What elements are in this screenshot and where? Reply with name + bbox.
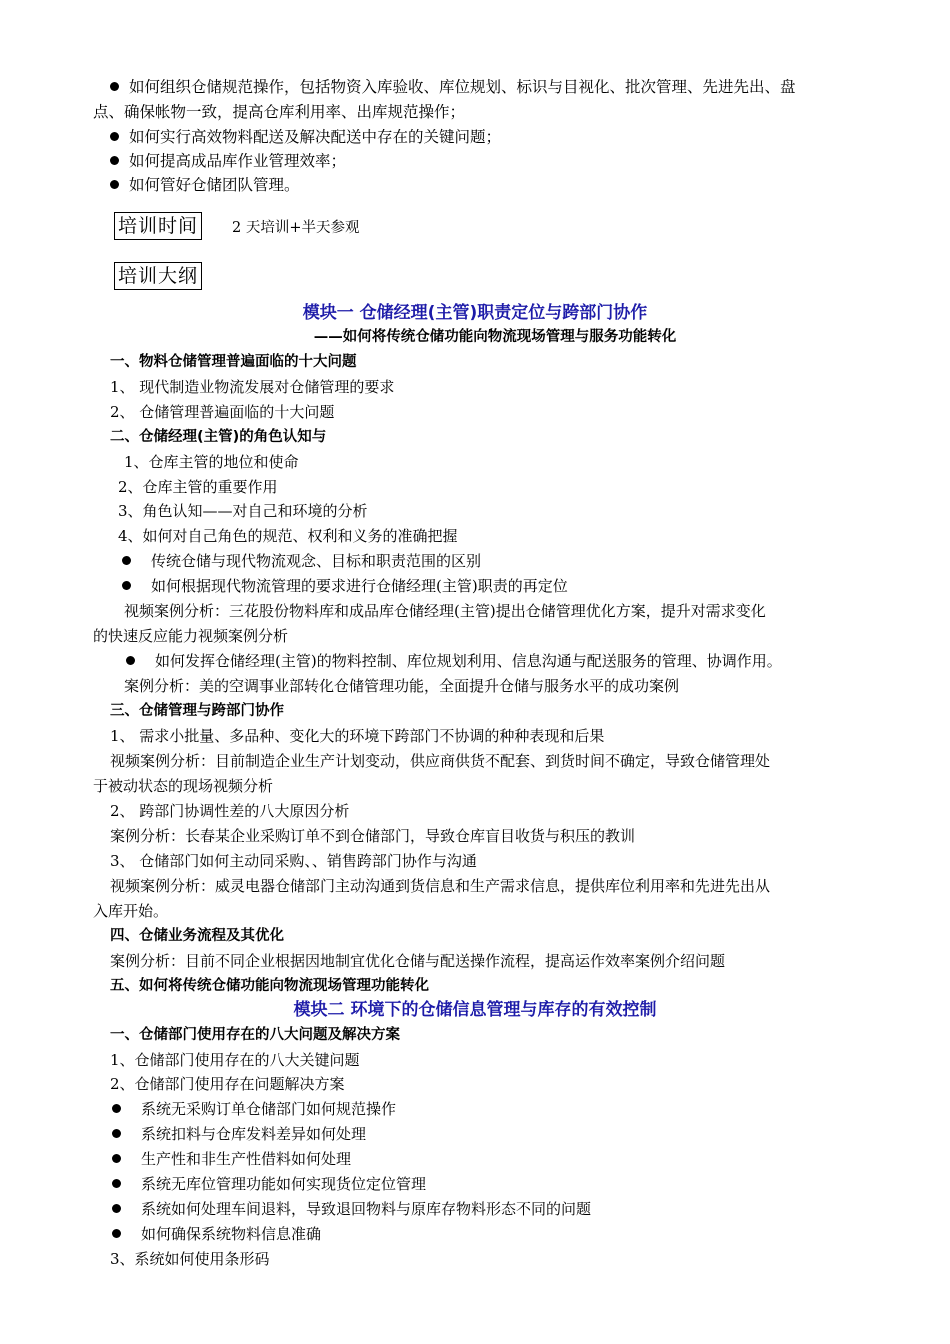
bullet-dot-icon	[112, 1104, 121, 1113]
intro-bullet-1-text: 如何组织仓储规范操作，包括物资入库验收、库位规划、标识与目视化、批次管理、先进先出、盘	[129, 78, 796, 96]
bullet-item: 传统仓储与现代物流观念、目标和职责范围的区别	[122, 551, 481, 571]
module-1-title: 模块一 仓储经理(主管)职责定位与跨部门协作	[302, 303, 648, 323]
bullet-dot-icon	[112, 1179, 121, 1188]
bullet-dot-icon	[110, 156, 119, 165]
case-analysis: 案例分析：美的空调事业部转化仓储管理功能，全面提升仓储与服务水平的成功案例	[124, 677, 680, 695]
intro-bullet-4: 如何管好仓储团队管理。	[110, 175, 300, 195]
list-item: 1、 现代制造业物流发展对仓储管理的要求	[110, 378, 395, 396]
intro-bullet-2: 如何实行高效物料配送及解决配送中存在的关键问题；	[110, 127, 501, 147]
training-time-value: 2 天培训+半天参观	[232, 220, 360, 236]
training-outline-label: 培训大纲	[114, 262, 202, 290]
section-heading: 五、如何将传统仓储功能向物流现场管理功能转化	[110, 978, 429, 994]
module-2-title: 模块二 环境下的仓储信息管理与库存的有效控制	[293, 1000, 657, 1020]
bullet-item: 生产性和非生产性借料如何处理	[112, 1149, 351, 1169]
section-heading: 一、物料仓储管理普遍面临的十大问题	[110, 354, 357, 370]
bullet-dot-icon	[110, 132, 119, 141]
bullet-dot-icon	[112, 1129, 121, 1138]
bullet-item: 如何发挥仓储经理(主管)的物料控制、库位规划利用、信息沟通与配送服务的管理、协调作用。	[126, 651, 782, 671]
bullet-dot-icon	[122, 556, 131, 565]
bullet-dot-icon	[122, 581, 131, 590]
section-heading: 四、仓储业务流程及其优化	[110, 928, 284, 944]
case-analysis: 视频案例分析：三花股份物料库和成品库仓储经理(主管)提出仓储管理优化方案，提升对需求变化	[124, 602, 766, 620]
section-heading: 一、仓储部门使用存在的八大问题及解决方案	[110, 1027, 400, 1043]
bullet-item: 系统无库位管理功能如何实现货位定位管理	[112, 1174, 426, 1194]
list-item: 1、 需求小批量、多品种、变化大的环境下跨部门不协调的种种表现和后果	[110, 727, 605, 745]
intro-bullet-3: 如何提高成品库作业管理效率；	[110, 151, 346, 171]
case-analysis-cont: 的快速反应能力视频案例分析	[93, 627, 289, 645]
bullet-item: 系统扣料与仓库发料差异如何处理	[112, 1124, 366, 1144]
bullet-dot-icon	[112, 1154, 121, 1163]
case-analysis: 案例分析：长春某企业采购订单不到仓储部门，导致仓库盲目收货与积压的教训	[110, 827, 636, 845]
intro-bullet-1-cont: 点、确保帐物一致，提高仓库利用率、出库规范操作；	[93, 103, 466, 121]
list-item: 2、仓库主管的重要作用	[118, 478, 278, 496]
bullet-item: 系统如何处理车间退料，导致退回物料与原库存物料形态不同的问题	[112, 1199, 591, 1219]
case-analysis-cont: 入库开始。	[93, 902, 169, 920]
bullet-item: 如何确保系统物料信息准确	[112, 1224, 321, 1244]
list-item: 2、 仓储管理普遍面临的十大问题	[110, 403, 335, 421]
bullet-dot-icon	[110, 82, 119, 91]
list-item: 4、如何对自己角色的规范、权利和义务的准确把握	[118, 527, 458, 545]
list-item: 3、 仓储部门如何主动同采购、、销售跨部门协作与沟通	[110, 852, 477, 870]
section-heading: 三、仓储管理与跨部门协作	[110, 703, 284, 719]
list-item: 2、仓储部门使用存在问题解决方案	[110, 1075, 345, 1093]
case-analysis: 案例分析：目前不同企业根据因地制宜优化仓储与配送操作流程，提高运作效率案例介绍问题	[110, 952, 726, 970]
module-1-subtitle: ——如何将传统仓储功能向物流现场管理与服务功能转化	[313, 329, 677, 345]
list-item: 3、角色认知——对自己和环境的分析	[118, 502, 368, 520]
case-analysis: 视频案例分析：威灵电器仓储部门主动沟通到货信息和生产需求信息，提供库位利用率和先进先出从	[110, 877, 771, 895]
section-heading: 二、仓储经理(主管)的角色认知与	[110, 429, 327, 445]
case-analysis-cont: 于被动状态的现场视频分析	[93, 777, 274, 795]
intro-bullet-1	[110, 77, 796, 97]
bullet-item: 系统无采购订单仓储部门如何规范操作	[112, 1099, 396, 1119]
bullet-dot-icon	[112, 1229, 121, 1238]
list-item: 1、仓库主管的地位和使命	[124, 453, 299, 471]
case-analysis: 视频案例分析：目前制造企业生产计划变动，供应商供货不配套、到货时间不确定，导致仓储管理处	[110, 752, 771, 770]
training-time-label: 培训时间	[114, 212, 202, 240]
bullet-item: 如何根据现代物流管理的要求进行仓储经理(主管)职责的再定位	[122, 576, 568, 596]
bullet-dot-icon	[110, 180, 119, 189]
list-item: 1、仓储部门使用存在的八大关键问题	[110, 1051, 360, 1069]
bullet-dot-icon	[112, 1204, 121, 1213]
list-item: 2、 跨部门协调性差的八大原因分析	[110, 802, 350, 820]
list-item: 3、系统如何使用条形码	[110, 1250, 270, 1268]
bullet-dot-icon	[126, 656, 135, 665]
